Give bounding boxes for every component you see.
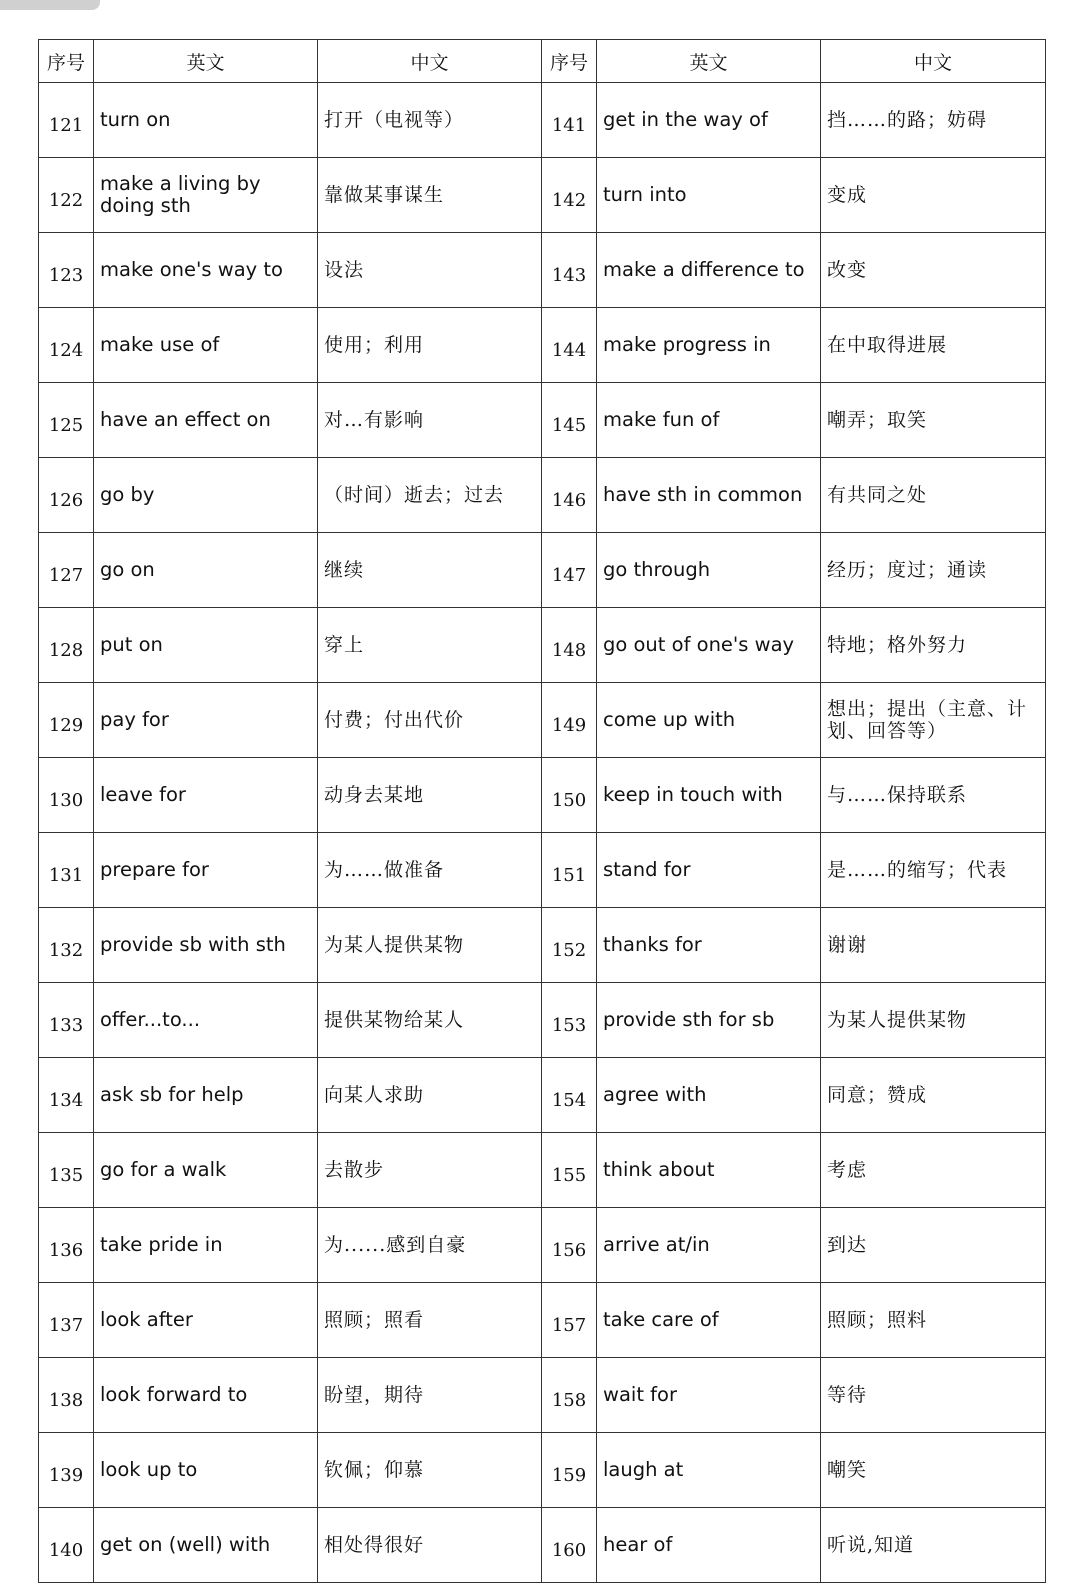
- english-phrase: get on (well) with: [94, 1508, 318, 1583]
- entry-number: 159: [542, 1433, 597, 1508]
- english-phrase: leave for: [94, 758, 318, 833]
- table-row: [39, 1208, 1046, 1283]
- entry-number: 121: [39, 83, 94, 158]
- entry-number: 125: [39, 383, 94, 458]
- chinese-meaning: 是……的缩写；代表: [821, 833, 1046, 908]
- chinese-meaning: （时间）逝去；过去: [318, 458, 542, 533]
- english-phrase: make progress in: [597, 308, 821, 383]
- chinese-meaning: 向某人求助: [318, 1058, 542, 1133]
- table-row: [39, 983, 1046, 1058]
- entry-number: 154: [542, 1058, 597, 1133]
- entry-number: 155: [542, 1133, 597, 1208]
- entry-number: 126: [39, 458, 94, 533]
- entry-number: 153: [542, 983, 597, 1058]
- entry-number: 130: [39, 758, 94, 833]
- chinese-meaning: 穿上: [318, 608, 542, 683]
- entry-number: 142: [542, 158, 597, 233]
- entry-number: 144: [542, 308, 597, 383]
- english-phrase: provide sth for sb: [597, 983, 821, 1058]
- english-phrase: ask sb for help: [94, 1058, 318, 1133]
- english-phrase: look forward to: [94, 1358, 318, 1433]
- chinese-meaning: 有共同之处: [821, 458, 1046, 533]
- english-phrase: look up to: [94, 1433, 318, 1508]
- table-row: [39, 833, 1046, 908]
- english-phrase: think about: [597, 1133, 821, 1208]
- english-phrase: stand for: [597, 833, 821, 908]
- chinese-meaning: 打开（电视等）: [318, 83, 542, 158]
- chinese-meaning: 靠做某事谋生: [318, 158, 542, 233]
- english-phrase: agree with: [597, 1058, 821, 1133]
- chinese-meaning: 谢谢: [821, 908, 1046, 983]
- table-row: [39, 1508, 1046, 1583]
- english-phrase: make use of: [94, 308, 318, 383]
- chinese-meaning: 对…有影响: [318, 383, 542, 458]
- chinese-meaning: 照顾；照看: [318, 1283, 542, 1358]
- chinese-meaning: 同意；赞成: [821, 1058, 1046, 1133]
- top-tab-decoration: [0, 0, 100, 10]
- chinese-meaning: 特地；格外努力: [821, 608, 1046, 683]
- table-row: [39, 1058, 1046, 1133]
- english-phrase: turn into: [597, 158, 821, 233]
- chinese-meaning: 相处得很好: [318, 1508, 542, 1583]
- entry-number: 151: [542, 833, 597, 908]
- chinese-meaning: 到达: [821, 1208, 1046, 1283]
- english-phrase: go through: [597, 533, 821, 608]
- entry-number: 135: [39, 1133, 94, 1208]
- entry-number: 152: [542, 908, 597, 983]
- table-header-row: [39, 40, 1046, 83]
- chinese-meaning: 盼望，期待: [318, 1358, 542, 1433]
- english-phrase: go by: [94, 458, 318, 533]
- english-phrase: make one's way to: [94, 233, 318, 308]
- table-row: [39, 1433, 1046, 1508]
- english-phrase: thanks for: [597, 908, 821, 983]
- chinese-meaning: 想出；提出（主意、计划、回答等）: [821, 683, 1046, 758]
- chinese-meaning: 为某人提供某物: [821, 983, 1046, 1058]
- entry-number: 160: [542, 1508, 597, 1583]
- chinese-meaning: 变成: [821, 158, 1046, 233]
- entry-number: 143: [542, 233, 597, 308]
- entry-number: 137: [39, 1283, 94, 1358]
- english-phrase: prepare for: [94, 833, 318, 908]
- english-phrase: take pride in: [94, 1208, 318, 1283]
- table-row: [39, 533, 1046, 608]
- table-row: [39, 83, 1046, 158]
- entry-number: 141: [542, 83, 597, 158]
- chinese-meaning: 嘲弄；取笑: [821, 383, 1046, 458]
- entry-number: 128: [39, 608, 94, 683]
- english-phrase: turn on: [94, 83, 318, 158]
- table-row: [39, 683, 1046, 758]
- entry-number: 124: [39, 308, 94, 383]
- english-phrase: have sth in common: [597, 458, 821, 533]
- english-phrase: arrive at/in: [597, 1208, 821, 1283]
- english-phrase: go out of one's way: [597, 608, 821, 683]
- english-phrase: go on: [94, 533, 318, 608]
- entry-number: 134: [39, 1058, 94, 1133]
- english-phrase: keep in touch with: [597, 758, 821, 833]
- header-chinese-right: 中文: [821, 40, 1046, 83]
- entry-number: 149: [542, 683, 597, 758]
- table-row: [39, 908, 1046, 983]
- chinese-meaning: 为......感到自豪: [318, 1208, 542, 1283]
- chinese-meaning: 在中取得进展: [821, 308, 1046, 383]
- vocabulary-table: [38, 39, 1046, 1583]
- entry-number: 147: [542, 533, 597, 608]
- english-phrase: laugh at: [597, 1433, 821, 1508]
- entry-number: 131: [39, 833, 94, 908]
- chinese-meaning: 考虑: [821, 1133, 1046, 1208]
- entry-number: 145: [542, 383, 597, 458]
- chinese-meaning: 经历；度过；通读: [821, 533, 1046, 608]
- table-row: [39, 233, 1046, 308]
- entry-number: 139: [39, 1433, 94, 1508]
- english-phrase: put on: [94, 608, 318, 683]
- chinese-meaning: 动身去某地: [318, 758, 542, 833]
- english-phrase: hear of: [597, 1508, 821, 1583]
- header-english-left: 英文: [94, 40, 318, 83]
- entry-number: 127: [39, 533, 94, 608]
- entry-number: 132: [39, 908, 94, 983]
- entry-number: 150: [542, 758, 597, 833]
- english-phrase: wait for: [597, 1358, 821, 1433]
- entry-number: 148: [542, 608, 597, 683]
- entry-number: 136: [39, 1208, 94, 1283]
- entry-number: 158: [542, 1358, 597, 1433]
- english-phrase: have an effect on: [94, 383, 318, 458]
- chinese-meaning: 听说,知道: [821, 1508, 1046, 1583]
- chinese-meaning: 为某人提供某物: [318, 908, 542, 983]
- chinese-meaning: 挡……的路；妨碍: [821, 83, 1046, 158]
- chinese-meaning: 嘲笑: [821, 1433, 1046, 1508]
- english-phrase: make a living by doing sth: [94, 158, 318, 233]
- table-row: [39, 608, 1046, 683]
- table-row: [39, 1358, 1046, 1433]
- entry-number: 140: [39, 1508, 94, 1583]
- chinese-meaning: 改变: [821, 233, 1046, 308]
- english-phrase: look after: [94, 1283, 318, 1358]
- table-row: [39, 383, 1046, 458]
- chinese-meaning: 等待: [821, 1358, 1046, 1433]
- entry-number: 138: [39, 1358, 94, 1433]
- entry-number: 122: [39, 158, 94, 233]
- entry-number: 146: [542, 458, 597, 533]
- chinese-meaning: 与……保持联系: [821, 758, 1046, 833]
- header-english-right: 英文: [597, 40, 821, 83]
- entry-number: 129: [39, 683, 94, 758]
- table-row: [39, 458, 1046, 533]
- entry-number: 123: [39, 233, 94, 308]
- header-number-right: 序号: [542, 40, 597, 83]
- english-phrase: make fun of: [597, 383, 821, 458]
- chinese-meaning: 继续: [318, 533, 542, 608]
- table-row: [39, 158, 1046, 233]
- chinese-meaning: 为……做准备: [318, 833, 542, 908]
- header-chinese-left: 中文: [318, 40, 542, 83]
- english-phrase: pay for: [94, 683, 318, 758]
- table-row: [39, 1283, 1046, 1358]
- chinese-meaning: 去散步: [318, 1133, 542, 1208]
- table-row: [39, 308, 1046, 383]
- chinese-meaning: 钦佩；仰慕: [318, 1433, 542, 1508]
- chinese-meaning: 照顾；照料: [821, 1283, 1046, 1358]
- entry-number: 157: [542, 1283, 597, 1358]
- entry-number: 133: [39, 983, 94, 1058]
- chinese-meaning: 设法: [318, 233, 542, 308]
- entry-number: 156: [542, 1208, 597, 1283]
- header-number-left: 序号: [39, 40, 94, 83]
- chinese-meaning: 付费；付出代价: [318, 683, 542, 758]
- english-phrase: offer...to...: [94, 983, 318, 1058]
- table-row: [39, 1133, 1046, 1208]
- english-phrase: go for a walk: [94, 1133, 318, 1208]
- english-phrase: provide sb with sth: [94, 908, 318, 983]
- chinese-meaning: 使用；利用: [318, 308, 542, 383]
- table-row: [39, 758, 1046, 833]
- english-phrase: get in the way of: [597, 83, 821, 158]
- english-phrase: make a difference to: [597, 233, 821, 308]
- chinese-meaning: 提供某物给某人: [318, 983, 542, 1058]
- english-phrase: take care of: [597, 1283, 821, 1358]
- english-phrase: come up with: [597, 683, 821, 758]
